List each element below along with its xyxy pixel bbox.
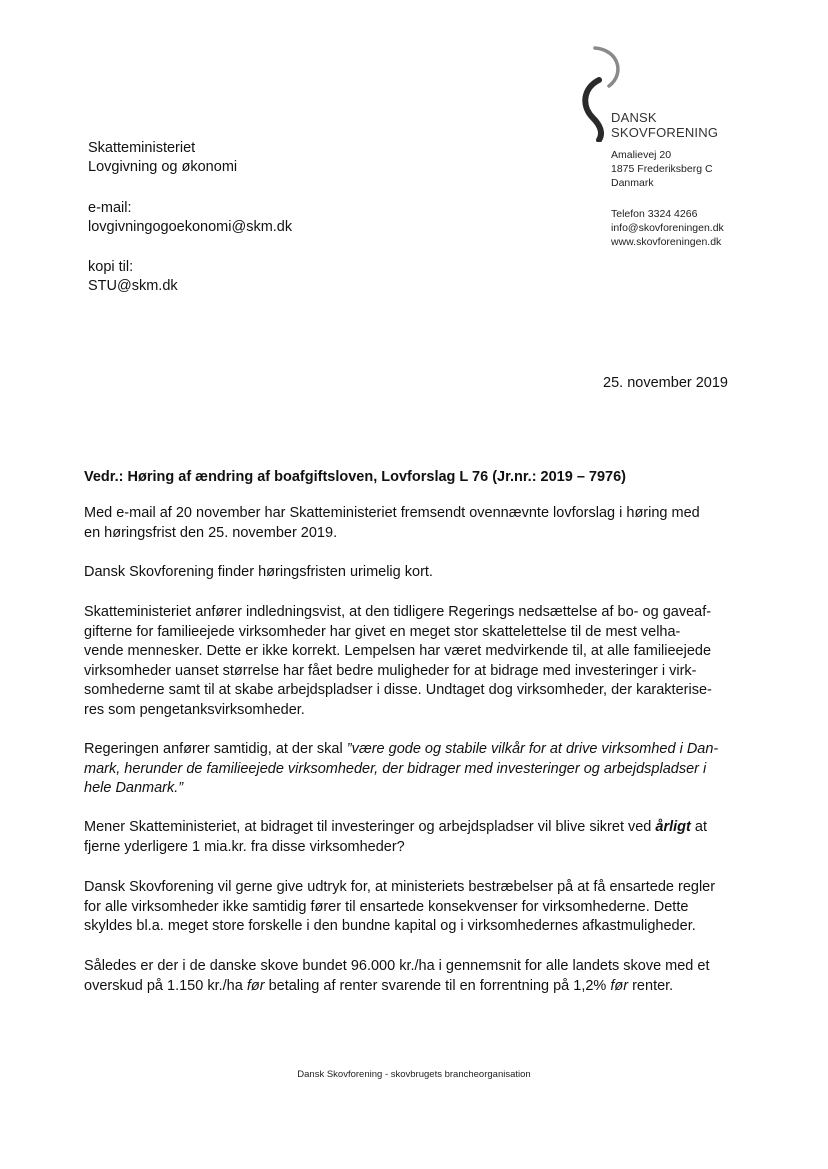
p3-line-5: somhederne samt til at skabe arbejdspladser i disse. Undtaget dog virksomheder, der karakterise-	[84, 682, 712, 698]
letter-subject: Vedr.: Høring af ændring af boafgiftsloven, Lovforslag L 76 (Jr.nr.: 2019 – 7976)	[84, 469, 627, 485]
p2-line-1: Dansk Skovforening finder høringsfristen urimelig kort.	[84, 564, 433, 580]
p1-line-2: en høringsfrist den 25. november 2019.	[84, 524, 338, 541]
address-city: 1875 Frederiksberg C	[611, 163, 713, 175]
p4-line-3	[84, 779, 744, 799]
page-footer: Dansk Skovforening - skovbrugets brancheorganisation	[297, 1069, 531, 1080]
paragraph-2	[84, 563, 744, 583]
paragraph-3	[84, 603, 744, 720]
p4-line-1	[84, 740, 744, 760]
p7-line-2	[84, 977, 744, 997]
paragraph-1	[84, 504, 744, 543]
p7-emphasis-2: før	[610, 977, 629, 994]
p6-line-3: skyldes bl.a. meget store forskelle i den bundne kapital og i virksomhedernes afkastmuligheder.	[84, 918, 696, 934]
logo-wordmark	[611, 110, 718, 140]
paragraph-7	[84, 957, 744, 996]
recipient-block	[88, 139, 237, 177]
letter-date: 25. november 2019	[603, 375, 728, 391]
p6-line-2: for alle virksomheder ikke samtidig fører til ensartede konsekvenser for virksomhederne. Dette	[84, 898, 689, 915]
contact-web[interactable]: www.skovforeningen.dk	[611, 236, 722, 248]
p3-line-1: Skatteministeriet anfører indledningsvist, at den tidligere Regerings nedsættelse af bo- og gaveaf-	[84, 604, 712, 620]
p5-text-b: at	[690, 819, 707, 835]
recipient-email[interactable]: lovgivningogoekonomi@skm.dk	[88, 219, 293, 235]
p7-text-c: renter.	[628, 977, 674, 994]
p4-lead: Regeringen anfører samtidig, at der skal	[84, 741, 347, 757]
p4-quote-3: hele Danmark.”	[84, 780, 184, 796]
contact-email[interactable]: info@skovforeningen.dk	[611, 222, 724, 234]
p4-line-2	[84, 760, 744, 780]
paragraph-6	[84, 878, 744, 937]
p5-emphasis: årligt	[655, 819, 691, 835]
logo-line-dansk: DANSK	[611, 110, 657, 125]
p5-line-2: fjerne yderligere 1 mia.kr. fra disse virksomheder?	[84, 838, 405, 855]
contact-block	[611, 207, 724, 249]
address-country: Danmark	[611, 177, 654, 189]
p7-line-1: Således er der i de danske skove bundet 96.000 kr./ha i gennemsnit for alle landets skove med et	[84, 958, 710, 974]
recipient-email-label: e-mail:	[88, 200, 132, 216]
recipient-copy[interactable]: STU@skm.dk	[88, 278, 178, 294]
p5-line-1	[84, 818, 744, 838]
p7-text-a: overskud på 1.150 kr./ha	[84, 977, 247, 994]
recipient-name: Skatteministeriet	[88, 140, 196, 156]
address-block	[611, 148, 713, 190]
p3-line-3: vende mennesker. Dette er ikke korrekt. Lempelsen har været medvirkende til, at alle familieejede	[84, 643, 712, 659]
paragraph-5	[84, 818, 744, 857]
logo-line-skovforening: SKOVFORENING	[611, 125, 719, 140]
contact-phone: Telefon 3324 4266	[611, 208, 698, 220]
p6-line-1: Dansk Skovforening vil gerne give udtryk for, at ministeriets bestræbelser på at få ensartede regler	[84, 879, 716, 895]
paragraph-4	[84, 740, 744, 799]
p5-text-a: Mener Skatteministeriet, at bidraget til investeringer og arbejdspladser vil blive sikret ved	[84, 819, 656, 835]
p3-line-6: res som pengetanksvirksomheder.	[84, 701, 305, 718]
p3-line-2: gifterne for familieejede virksomheder har givet en meget stor skattelettelse til de mest velha-	[84, 623, 681, 640]
p1-line-1: Med e-mail af 20 november har Skatteministeriet fremsendt ovennævnte lovforslag i høring med	[84, 505, 700, 521]
p3-line-4: virksomheder uanset størrelse har fået bedre muligheder for at bidrage med investeringer i virk-	[84, 662, 697, 679]
p4-quote-2: mark, herunder de familieejede virksomheder, der bidrager med investeringer og arbejdspladser i	[84, 760, 707, 777]
recipient-email-block	[88, 199, 292, 237]
address-street: Amalievej 20	[611, 149, 672, 161]
p4-quote-1: ”være gode og stabile vilkår for at drive virksomhed i Dan-	[346, 741, 719, 757]
recipient-copy-block	[88, 258, 178, 296]
recipient-dept: Lovgivning og økonomi	[88, 159, 238, 175]
p7-text-b: betaling af renter svarende til en forrentning på 1,2%	[264, 977, 611, 994]
p7-emphasis-1: før	[246, 977, 265, 994]
recipient-copy-label: kopi til:	[88, 259, 134, 275]
